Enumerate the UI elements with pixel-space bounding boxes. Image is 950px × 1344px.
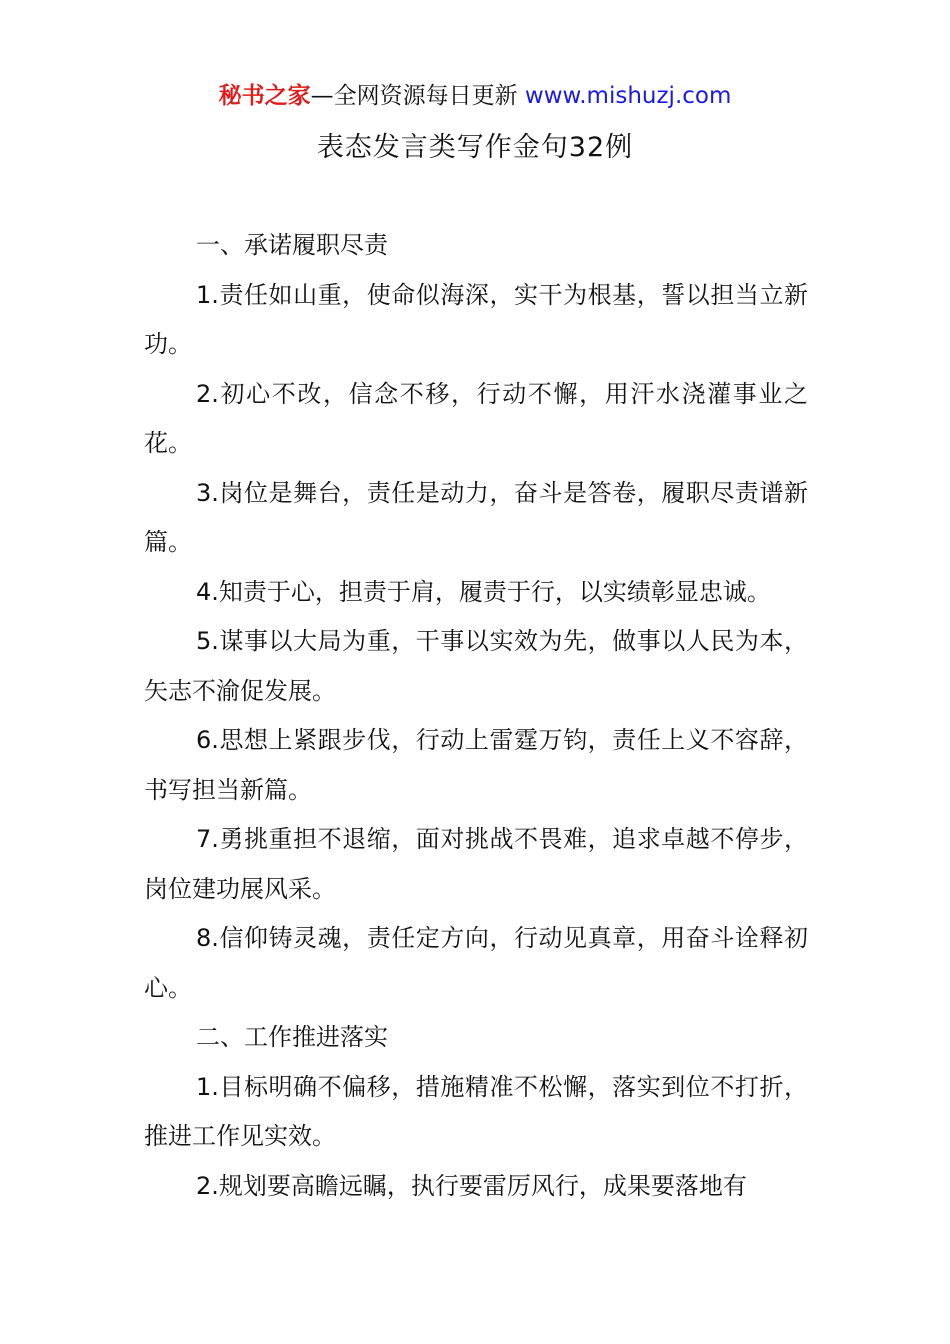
document-title: 表态发言类写作金句32例	[316, 132, 634, 163]
paragraph: 6.思想上紧跟步伐，行动上雷霆万钧，责任上义不容辞，书写担当新篇。	[144, 726, 808, 804]
section-heading: 二、工作推进落实	[196, 1023, 388, 1051]
paragraph: 8.信仰铸灵魂，责任定方向，行动见真章，用奋斗诠释初心。	[144, 924, 808, 1002]
paragraph: 1.目标明确不偏移，措施精准不松懈，落实到位不打折，推进工作见实效。	[144, 1072, 808, 1150]
paragraph: 5.谋事以大局为重，干事以实效为先，做事以人民为本，矢志不渝促发展。	[144, 627, 808, 705]
paragraph: 3.岗位是舞台，责任是动力，奋斗是答卷，履职尽责谱新篇。	[144, 478, 808, 556]
header-tagline: —全网资源每日更新	[310, 83, 525, 109]
site-header	[0, 78, 950, 114]
document-body	[144, 221, 808, 1211]
paragraph: 2.规划要高瞻远瞩，执行要雷厉风行，成果要落地有	[196, 1171, 747, 1200]
paragraph: 2.初心不改，信念不移，行动不懈，用汗水浇灌事业之花。	[144, 379, 808, 457]
paragraph: 4.知责于心，担责于肩，履责于行，以实绩彰显忠诚。	[196, 577, 771, 606]
site-url-link[interactable]: www.mishuzj.com	[524, 83, 732, 109]
section-heading: 一、承诺履职尽责	[196, 231, 388, 259]
paragraph: 7.勇挑重担不退缩，面对挑战不畏难，追求卓越不停步，岗位建功展风采。	[144, 825, 808, 903]
brand-name: 秘书之家	[218, 83, 311, 109]
paragraph: 1.责任如山重，使命似海深，实干为根基，誓以担当立新功。	[144, 280, 808, 358]
